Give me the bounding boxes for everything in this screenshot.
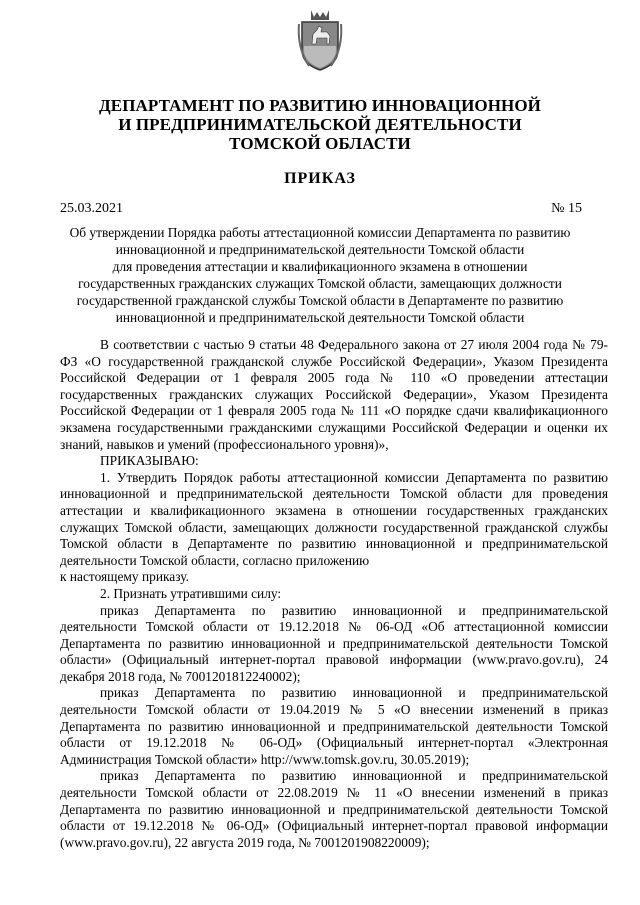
item-2-order-a: приказ Департамента по развитию инновационной и предпринимательской деятельности Томской области от 19.12.2018 № 06-ОД «Об аттестационной комиссии Департамента по развитию инновационной и предпринимательской деятельности Томской области» (Официальный интернет-портал правовой информации (www.pravo.gov.ru), 24 декабря 2018 года, № 7001201812240002); <box>60 602 608 684</box>
item-2-order-b: приказ Департамента по развитию инновационной и предпринимательской деятельности Томской области от 19.04.2019 № 5 «О внесении изменений в приказ Департамента по развитию инновационной и предпринимательской деятельности Томской области от 19.12.2018 № 06-ОД» (Официальный интернет-портал «Электронная Администрация Томской области» http://www.tomsk.gov.ru, 30.05.2019); <box>60 685 608 767</box>
header-line-3: ТОМСКОЙ ОБЛАСТИ <box>229 134 411 153</box>
subject-line-5: государственной гражданской службы Томской области в Департаменте по развитию <box>76 293 564 308</box>
subject-line-4: государственных гражданских служащих Томской области, замещающих должности <box>78 276 562 291</box>
subject-line-2: инновационной и предпринимательской деятельности Томской области <box>115 242 525 257</box>
item-1-tail: к настоящему приказу. <box>60 569 189 585</box>
item-2-order-c: приказ Департамента по развитию инновационной и предпринимательской деятельности Томской области от 22.08.2019 № 11 «О внесении изменений в приказ Департамента по развитию инновационной и предпринимательской деятельности Томской области от 19.12.2018 № 06-ОД» (Официальный интернет-портал правовой информации (www.pravo.gov.ru), 22 августа 2019 года, № 7001201908220009); <box>60 768 608 850</box>
subject-line-6: инновационной и предпринимательской деятельности Томской области <box>115 310 525 325</box>
header-line-2: И ПРЕДПРИНИМАТЕЛЬСКОЙ ДЕЯТЕЛЬНОСТИ <box>118 115 522 134</box>
department-header <box>60 96 580 153</box>
document-number: № 15 <box>551 201 582 216</box>
subject-line-3: для проведения аттестации и квалификационного экзамена в отношении <box>112 259 528 274</box>
item-2-paragraph: 2. Признать утратившими силу: <box>100 585 282 601</box>
document-date: 25.03.2021 <box>60 201 123 216</box>
order-word: ПРИКАЗЫВАЮ: <box>100 453 199 469</box>
document-type: ПРИКАЗ <box>284 170 356 187</box>
subject-line-1: Об утверждении Порядка работы аттестационной комиссии Департамента по развитию <box>69 225 571 240</box>
coat-of-arms-icon <box>297 8 343 72</box>
preamble-paragraph: В соответствии с частью 9 статьи 48 Федерального закона от 27 июля 2004 года № 79-ФЗ «О государственной гражданской службе Российской Федерации», Указом Президента Российской Федерации от 1 февраля 2005 года № 110 «О проведении аттестации государственных гражданских служащих Российской Федерации», Указом Президента Российской Федерации от 1 февраля 2005 года № 111 «О порядке сдачи квалификационного экзамена государственными гражданскими служащими Российской Федерации и оценки их знаний, навыков и умений (профессионального уровня)», <box>60 337 608 452</box>
document-body <box>60 337 608 851</box>
item-1-paragraph: 1. Утвердить Порядок работы аттестационной комиссии Департамента по развитию инновационной и предпринимательской деятельности Томской области для проведения аттестации и квалификационного экзамена в отношении государственных гражданских служащих Томской области, замещающих должности государственной гражданской службы Томской области в Департаменте по развитию инновационной и предпринимательской деятельности Томской области, согласно приложению <box>60 469 608 568</box>
document-subject <box>56 224 584 326</box>
header-line-1: ДЕПАРТАМЕНТ ПО РАЗВИТИЮ ИННОВАЦИОННОЙ <box>98 96 542 115</box>
